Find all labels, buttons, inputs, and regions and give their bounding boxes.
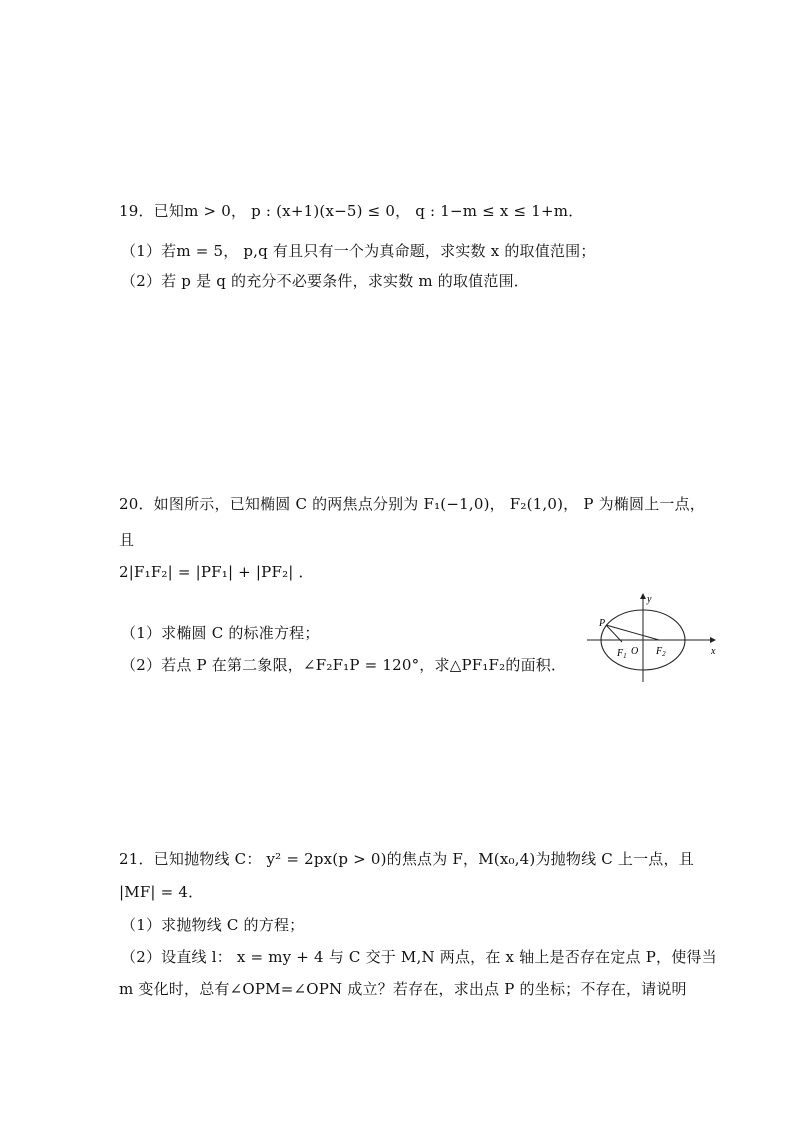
q21-stem: 21．已知抛物线 C： y² = 2px(p > 0)的焦点为 F，M(x₀,4)为抛物线 C 上一点，且 (119, 850, 694, 868)
q20-part2: （2）若点 P 在第二象限，∠F₂F₁P = 120°，求△PF₁F₂的面积． (121, 656, 567, 674)
label-f2: $F_2$ (656, 646, 666, 658)
segment-pf2 (606, 625, 659, 640)
q21-part2: （2）设直线 l： x = my + 4 与 C 交于 M,N 两点，在 x 轴上是否存在定点 P，使得当 (121, 948, 717, 966)
label-p: P (599, 618, 606, 629)
q21-part1: （1）求抛物线 C 的方程； (121, 916, 305, 934)
q19-part2: （2）若 p 是 q 的充分不必要条件，求实数 m 的取值范围． (121, 272, 529, 290)
q20-stem-cont: 且 (119, 531, 135, 549)
label-o: O (631, 646, 639, 657)
q20-stem: 20．如图所示，已知椭圆 C 的两焦点分别为 F₁(−1,0)， F₂(1,0)， P 为椭圆上一点， (119, 495, 705, 513)
q19-part1: （1）若m = 5， p,q 有且只有一个为真命题，求实数 x 的取值范围； (121, 242, 596, 260)
label-f1: $F_1$ (617, 648, 627, 660)
ellipse-figure (585, 590, 725, 690)
q19-stem: 19．已知m > 0， p : (x+1)(x−5) ≤ 0， q : 1−m ≤ x ≤ 1+m． (119, 202, 584, 220)
q21-part2-cont: m 变化时，总有∠OPM=∠OPN 成立？若存在，求出点 P 的坐标；不存在，请说明 (119, 980, 687, 998)
q20-part1: （1）求椭圆 C 的标准方程； (121, 624, 320, 642)
q21-stem-cont: |MF| = 4． (119, 883, 204, 901)
label-x: x (711, 646, 716, 657)
label-y: y (647, 594, 652, 605)
q20-condition: 2|F₁F₂| = |PF₁| + |PF₂| ． (119, 563, 314, 581)
